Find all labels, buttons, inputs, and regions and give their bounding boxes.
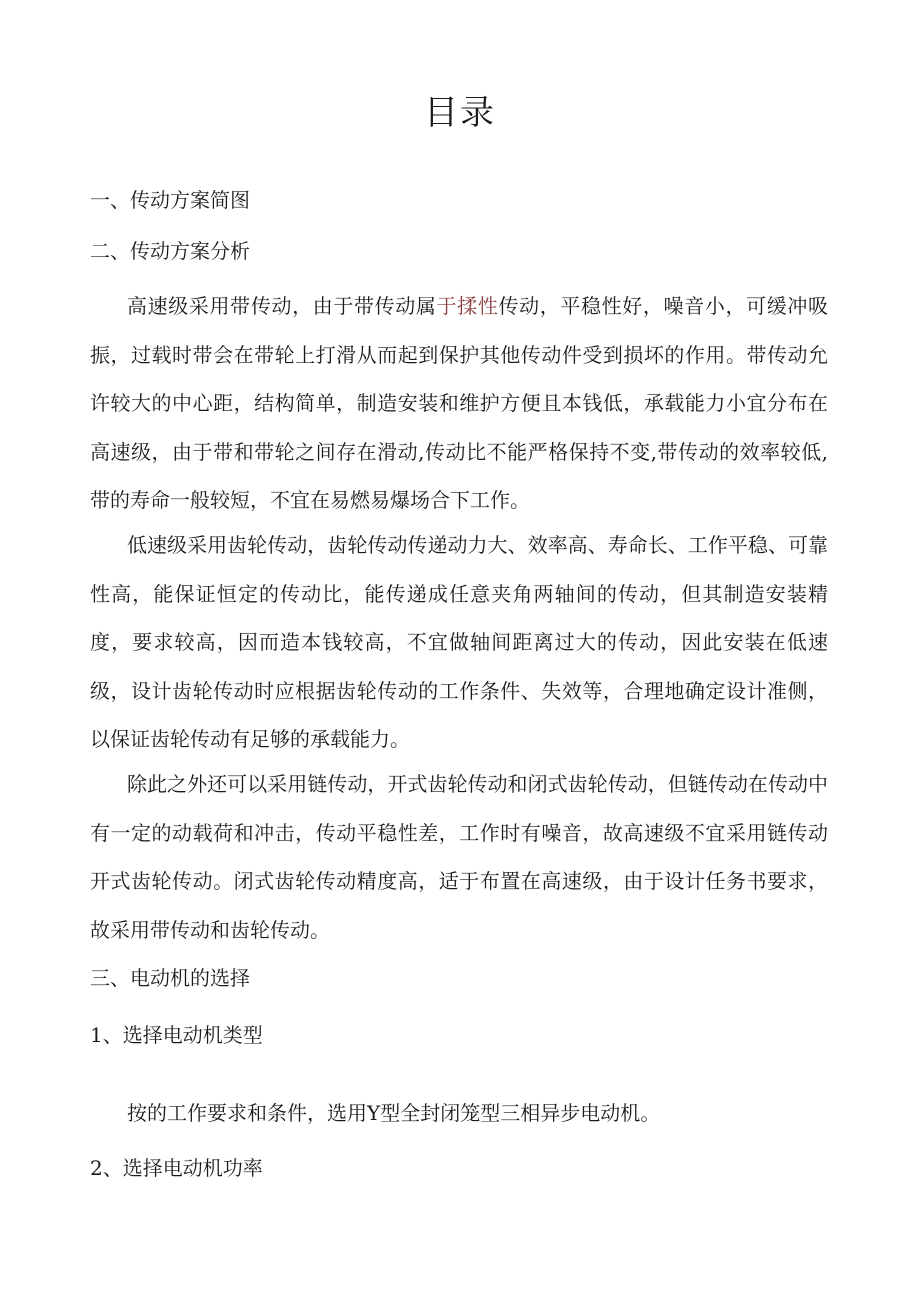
paragraph-belt-drive xyxy=(90,282,828,525)
paragraph-text: 高速级采用带传动，由于带传动属 xyxy=(127,294,437,318)
section-heading-2: 二、传动方案分析 xyxy=(90,239,250,263)
highlighted-text: 于揉性 xyxy=(436,294,499,318)
section-heading-3: 三、电动机的选择 xyxy=(90,966,250,990)
paragraph-alternatives: 除此之外还可以采用链传动，开式齿轮传动和闭式齿轮传动，但链传动在传动中有一定的动载荷和冲击，传动平稳性差，工作时有噪音，故高速级不宜采用链传动开式齿轮传动。闭式齿轮传动精度高，适于布置在高速级，由于设计任务书要求，故采用带传动和齿轮传动。 xyxy=(90,772,828,942)
paragraph-gear-drive: 低速级采用齿轮传动，齿轮传动传递动力大、效率高、寿命长、工作平稳、可靠性高，能保证恒定的传动比，能传递成任意夹角两轴间的传动，但其制造安装精度，要求较高，因而造本钱较高，不宜做轴间距离过大的传动，因此安装在低速级，设计齿轮传动时应根据齿轮传动的工作条件、失效等，合理地确定设计准侧，以保证齿轮传动有足够的承载能力。 xyxy=(90,533,828,751)
subsection-heading-motor-type: 1、选择电动机类型 xyxy=(90,1023,263,1047)
section-heading-1: 一、传动方案简图 xyxy=(90,188,250,212)
paragraph-motor-type: 按的工作要求和条件，选用Y型全封闭笼型三相异步电动机。 xyxy=(127,1101,661,1125)
paragraph-text: 传动，平稳性好，噪音小，可缓冲吸振，过载时带会在带轮上打滑从而起到保护其他传动件受到损坏的作用。带传动允许较大的中心距，结构简单，制造安装和维护方便且本钱低，承载能力小宜分布在高速级，由于带和带轮之间存在滑动,传动比不能严格保持不变,带传动的效率较低,带的寿命一般较短，不宜在易燃易爆场合下工作。 xyxy=(90,294,829,512)
subsection-heading-motor-power: 2、选择电动机功率 xyxy=(90,1156,263,1180)
page-title: 目录 xyxy=(424,93,496,133)
